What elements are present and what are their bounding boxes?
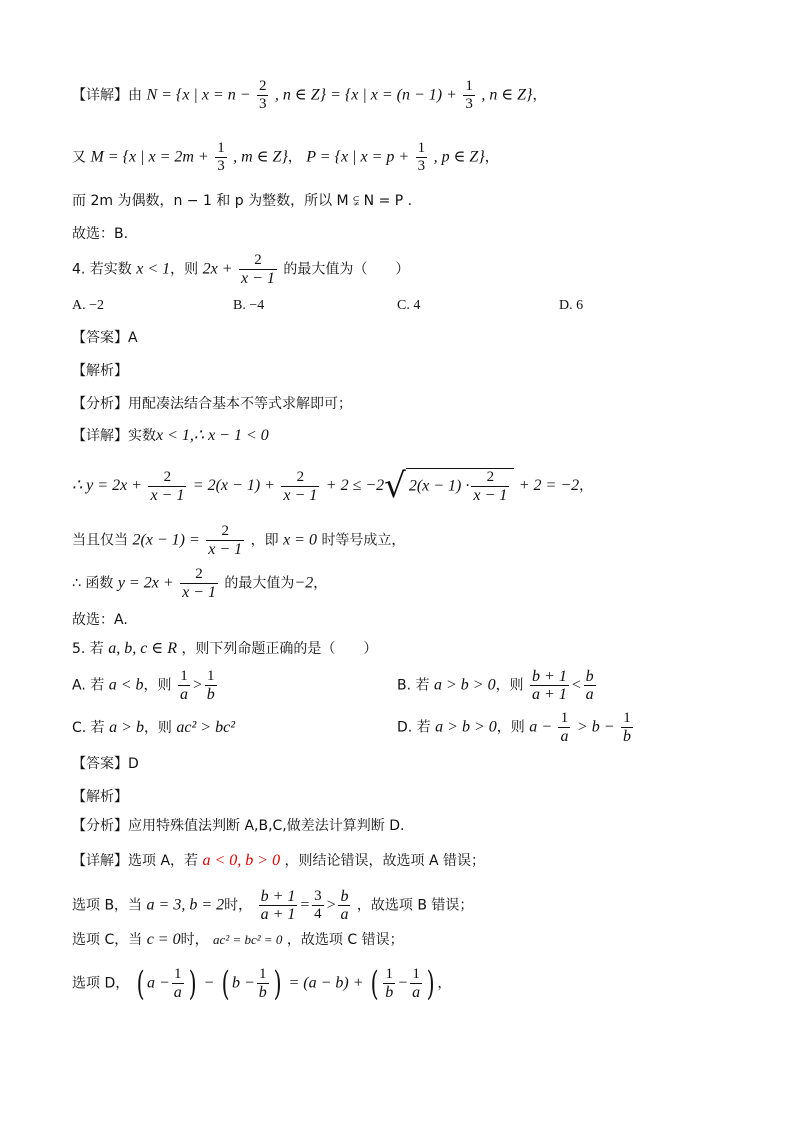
detail-label: 【详解】 <box>72 87 128 104</box>
q4-equality-cond: 当且仅当 2(x − 1) = $\frac{2}{x - 1}$ ，即 x = 0 时等号成立， <box>72 523 406 558</box>
frac-1-3: $\frac{1}{3}$ <box>465 78 473 112</box>
sqrt-sign: √ <box>384 466 406 506</box>
sqrt-body: 2(x − 1) · $\frac{2}{x - 1}$ <box>406 468 514 504</box>
q4-conclusion: ∴ 函数 y = 2x + $\frac{2}{x - 1}$ 的最大值为−2， <box>72 566 328 601</box>
q5-option-a: A. 若 a < b，则 $\frac{1}{a}$ > $\frac{1}{b}$ <box>72 668 215 703</box>
q3-detail-line-3: 而 2m 为偶数，n − 1 和 p 为整数，所以 M ⫋ N = P . <box>72 193 413 209</box>
q4-analysis-label: 【解析】 <box>72 363 128 379</box>
set-M-def-b: , m ∈ Z} <box>233 148 288 166</box>
q4-option-b: B. −4 <box>233 298 265 313</box>
q3-answer: 故选：B. <box>72 226 129 242</box>
q5-detail-b: 选项 B，当 a = 3, b = 2时， $\frac{b + 1}{a + 1}$ = $\frac{3}{4}$ > $\frac{b}{a}$ ，故选项 B 错误； <box>72 888 474 923</box>
q4-answer: 【答案】A <box>72 330 138 346</box>
q5-detail-c: 选项 C，当 c = 0时， ac² = bc² = 0 ，故选项 C 错误； <box>72 931 404 948</box>
q5-detail-a: 【详解】选项 A，若 a < 0, b > 0 ，则结论错误，故选项 A 错误； <box>72 852 486 869</box>
q5-analysis-label: 【解析】 <box>72 789 128 805</box>
q5-answer: 【答案】D <box>72 756 139 772</box>
q4-option-d: D. 6 <box>559 298 584 313</box>
q3-detail-line-2: 又 M = {x | x = 2m + $\frac{1}{3}$ , m ∈ Z}， P = {x | x = p + $\frac{1}{3}$ , p ∈ Z}， <box>72 140 499 174</box>
frac-1-3-p: $\frac{1}{3}$ <box>417 140 426 174</box>
q4-stem: 4. 若实数 x < 1，则 2x + $\frac{2}{x - 1}$ 的最大值为（ ） <box>72 252 410 287</box>
set-N-def-b: , n ∈ Z} = {x | x = (n − 1) + <box>274 86 457 104</box>
q4-option-c: C. 4 <box>397 298 421 313</box>
q5-fenxi: 【分析】应用特殊值法判断 A,B,C,做差法计算判断 D. <box>72 818 405 834</box>
frac-2-3: $\frac{2}{3}$ <box>258 78 267 112</box>
frac-2-over-x-1: $\frac{2}{x - 1}$ <box>240 252 275 287</box>
q4-option-a: A. −2 <box>72 298 105 313</box>
set-N-def-a: N = {x | x = n − <box>146 86 251 104</box>
q5-detail-d: 选项 D， ( a − $\frac{1}{a}$ ) − ( b − $\frac{1}{b}$ ) = (a − b) + ( $\frac{1}{b}$ − $\frac{1}{a}$ ) ， <box>72 963 452 1004</box>
q4-derivation: ∴ y = 2x + $\frac{2}{x - 1}$ = 2(x − 1) + $\frac{2}{x - 1}$ + 2 ≤ −2√ 2(x − 1) · $\frac{2}{x - 1}$ + 2 = −2， <box>72 466 594 506</box>
highlight-counterexample: a < 0, b > 0 <box>202 852 281 869</box>
q4-detail: 【详解】实数x < 1,∴ x − 1 < 0 <box>72 427 269 444</box>
frac-1-3-m: $\frac{1}{3}$ <box>217 140 225 174</box>
q5-option-c: C. 若 a > b，则 ac² > bc² <box>72 719 235 736</box>
q5-stem: 5. 若 a, b, c ∈ R ，则下列命题正确的是（ ） <box>72 640 378 657</box>
set-N-def-c: , n ∈ Z} <box>481 86 533 104</box>
set-P-def-a: P = {x | x = p + <box>306 148 410 166</box>
q4-fenxi: 【分析】用配凑法结合基本不等式求解即可； <box>72 396 352 412</box>
set-P-def-b: , p ∈ Z} <box>433 148 485 166</box>
q4-choose: 故选：A. <box>72 612 128 628</box>
q3-detail-line-1: 【详解】由 N = {x | x = n − $\frac{2}{3}$ , n ∈ Z} = {x | x = (n − 1) + $\frac{1}{3}$ , n ∈ Z}， <box>72 78 547 112</box>
set-M-def-a: M = {x | x = 2m + <box>90 148 209 166</box>
q5-option-b: B. 若 a > b > 0，则 $\frac{b + 1}{a + 1}$ < $\frac{b}{a}$ <box>397 668 594 703</box>
q5-option-d: D. 若 a > b > 0，则 a − $\frac{1}{a}$ > b − $\frac{1}{b}$ <box>397 710 631 745</box>
